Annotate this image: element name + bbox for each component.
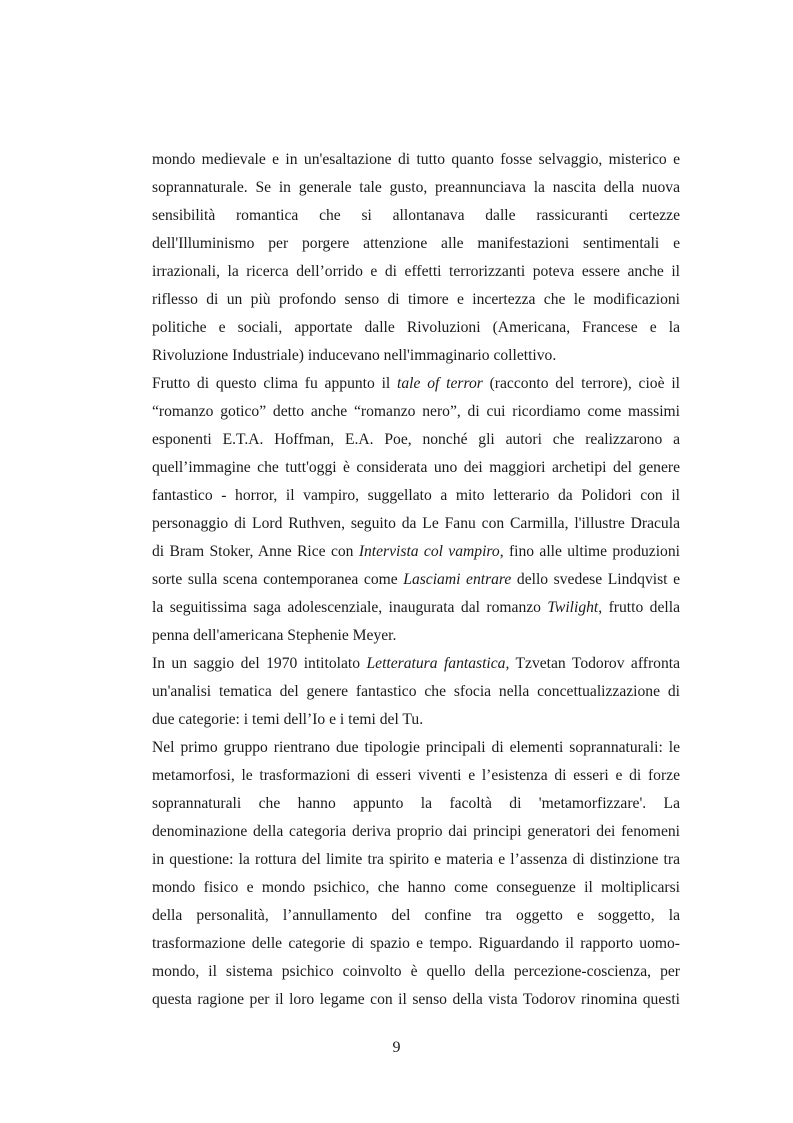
text-segment: (racconto del terrore), cioè il [482, 375, 680, 392]
text-segment: , frutto della [598, 599, 680, 616]
text-line-18: penna dell'americana Stephenie Meyer. [152, 627, 397, 644]
italic-title: tale of terror [397, 375, 483, 392]
text-line-6: riflesso di un più profondo senso di timore e incertezza che le modificazioni [152, 291, 680, 308]
text-line-9 [152, 374, 680, 394]
text-segment: Tzvetan Todorov affronta [509, 655, 681, 672]
text-segment: In un saggio del 1970 intitolato [152, 655, 367, 672]
text-line-29: trasformazione delle categorie di spazio e tempo. Riguardando il rapporto uomo- [152, 935, 680, 952]
text-line-4: dell'Illuminismo per porgere attenzione alle manifestazioni sentimentali e [152, 235, 680, 252]
text-line-13: fantastico - horror, il vampiro, suggellato a mito letterario da Polidori con il [152, 487, 680, 504]
text-line-1: mondo medievale e in un'esaltazione di tutto quanto fosse selvaggio, misterico e [152, 151, 680, 168]
text-segment: sorte sulla scena contemporanea come [152, 571, 404, 588]
italic-title: Letteratura fantastica, [366, 655, 510, 672]
text-line-11: esponenti E.T.A. Hoffman, E.A. Poe, nonché gli autori che realizzarono a [152, 431, 680, 448]
text-line-21: due categorie: i temi dell’Io e i temi del Tu. [152, 711, 424, 728]
text-line-25: denominazione della categoria deriva proprio dai principi generatori dei fenomeni [152, 823, 680, 840]
text-line-19 [152, 654, 680, 674]
italic-title: Lasciami entrare [403, 571, 512, 588]
text-line-23: metamorfosi, le trasformazioni di esseri viventi e l’esistenza di esseri e di forze [152, 767, 680, 784]
text-line-24: soprannaturali che hanno appunto la facoltà di 'metamorfizzare'. La [152, 795, 680, 812]
text-segment: Frutto di questo clima fu appunto il [152, 375, 398, 392]
italic-title: Twilight [547, 599, 599, 616]
page-number: 9 [392, 1039, 401, 1056]
text-line-28: della personalità, l’annullamento del confine tra oggetto e soggetto, la [152, 907, 680, 924]
text-line-7: politiche e sociali, apportate dalle Rivoluzioni (Americana, Francese e la [152, 319, 680, 336]
text-line-8: Rivoluzione Industriale) inducevano nell'immaginario collettivo. [152, 347, 557, 364]
text-segment: la seguitissima saga adolescenziale, inaugurata dal romanzo [152, 599, 548, 616]
text-line-16 [152, 570, 680, 590]
text-line-20: un'analisi tematica del genere fantastico che sfocia nella concettualizzazione di [152, 683, 680, 700]
text-line-27: mondo fisico e mondo psichico, che hanno come conseguenze il moltiplicarsi [152, 879, 680, 896]
text-line-22: Nel primo gruppo rientrano due tipologie principali di elementi soprannaturali: le [152, 739, 680, 756]
text-line-17 [152, 598, 680, 618]
text-line-2: soprannaturale. Se in generale tale gusto, preannunciava la nascita della nuova [152, 179, 680, 196]
text-line-10: “romanzo gotico” detto anche “romanzo nero”, di cui ricordiamo come massimi [152, 403, 680, 420]
text-segment: dello svedese Lindqvist e [511, 571, 680, 588]
text-line-31: questa ragione per il loro legame con il senso della vista Todorov rinomina questi [152, 991, 680, 1008]
text-line-3: sensibilità romantica che si allontanava dalle rassicuranti certezze [152, 207, 680, 224]
italic-title: Intervista col vampiro [358, 543, 500, 560]
text-line-12: quell’immagine che tutt'oggi è considerata uno dei maggiori archetipi del genere [152, 459, 680, 476]
text-segment: , fino alle ultime produzioni [499, 543, 680, 560]
text-segment: di Bram Stoker, Anne Rice con [152, 543, 359, 560]
text-line-30: mondo, il sistema psichico coinvolto è quello della percezione-coscienza, per [152, 963, 680, 980]
text-line-15 [152, 542, 680, 562]
text-line-5: irrazionali, la ricerca dell’orrido e di effetti terrorizzanti poteva essere anche il [152, 263, 680, 280]
text-line-26: in questione: la rottura del limite tra spirito e materia e l’assenza di distinzione tra [152, 851, 680, 868]
text-line-14: personaggio di Lord Ruthven, seguito da Le Fanu con Carmilla, l'illustre Dracula [152, 515, 680, 532]
